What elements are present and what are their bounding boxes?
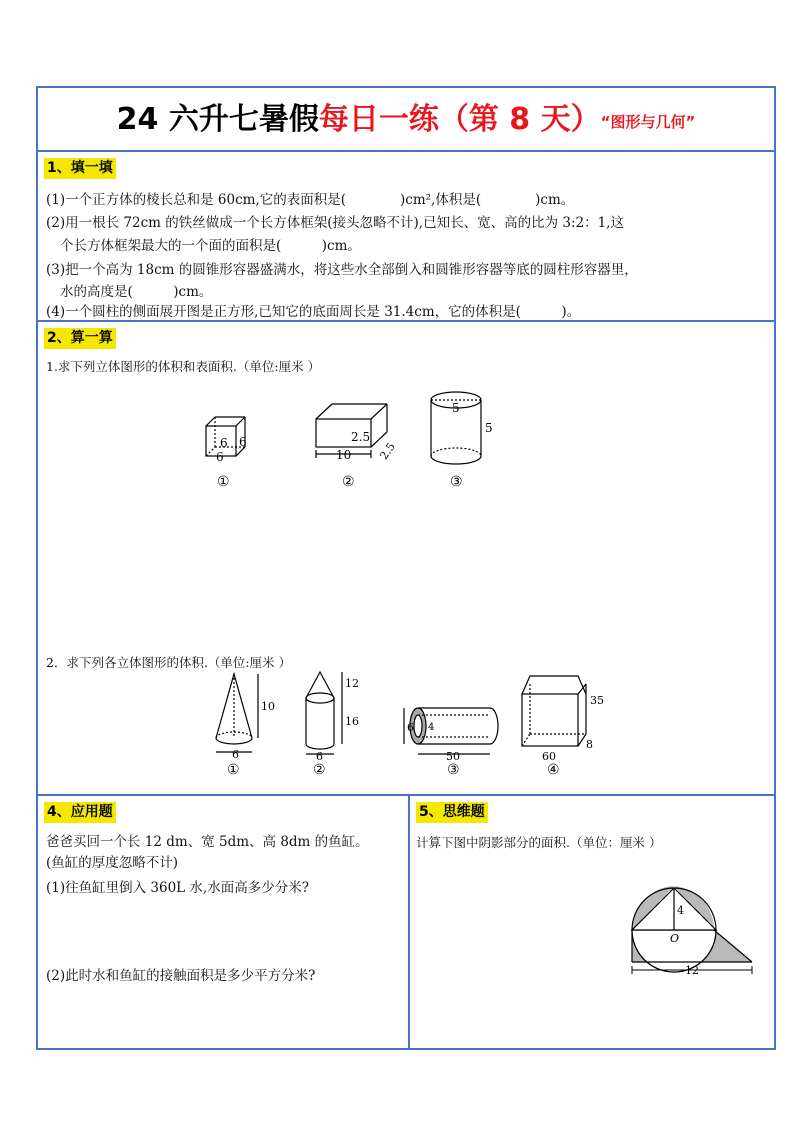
fig-label-w: 12 [685,964,699,977]
cube-label-a: 6 [220,436,228,450]
worksheet [36,86,776,1050]
cc-label-d: 6 [316,750,323,763]
title-subtitle: “图形与几何” [600,113,696,131]
cyl-label-h: 5 [485,421,493,435]
cyl-label-d: 5 [452,401,460,415]
fig-number: ② [342,474,355,490]
fig-label-r: 4 [677,904,684,917]
cube-label-c: 6 [216,450,224,464]
cc-label-top: 12 [345,677,359,690]
q1-figures [188,382,528,512]
title-row [38,88,774,152]
question-line: (1)往鱼缸里倒入 360L 水,水面高多少分米? [46,880,309,896]
fig-number: ③ [447,762,460,778]
question-line: (鱼缸的厚度忽略不计) [46,855,179,871]
section-calculate [38,322,774,796]
section-label: 5、思维题 [416,802,488,823]
q2-figures [206,670,604,790]
hc-label-w: 8 [586,738,593,751]
fig-label-o: O [670,932,680,945]
hc-label-h: 35 [590,694,604,707]
section-label: 2、算一算 [44,328,116,349]
fig-number: ② [313,762,326,778]
pipe-figure [404,708,498,754]
half-cylinder-box-figure [522,673,586,746]
fig-number: ① [217,474,230,490]
fig-number: ④ [547,762,560,778]
question-line: (4)一个圆柱的侧面展开图是正方形,已知它的底面周长是 31.4cm，它的体积是( )。 [46,304,581,320]
question-line: 水的高度是( )cm。 [60,284,213,300]
shaded-area-figure [630,862,772,977]
cc-label-h: 16 [345,715,359,728]
question-line: (2)用一根长 72cm 的铁丝做成一个长方体框架(接头忽略不计),已知长、宽、高的比为 3:2：1,这 [46,215,624,231]
question-line: (2)此时水和鱼缸的接触面积是多少平方分米? [46,968,316,984]
section-label: 4、应用题 [44,802,116,823]
fig-number: ③ [450,474,463,490]
pipe-label-inner: 4 [428,722,435,733]
question-line: 爸爸买回一个长 12 dm、宽 5dm、高 8dm 的鱼缸。 [46,834,369,850]
box-label-l: 10 [336,448,352,462]
cone-label-h: 10 [261,700,275,713]
question-line: (3)把一个高为 18cm 的圆锥形容器盛满水，将这些水全部倒入和圆锥形容器等底的圆柱形容器里， [46,262,638,278]
question-line: (1)一个正方体的棱长总和是 60cm,它的表面积是( )cm²,体积是( )cm。 [46,192,575,208]
fig-number: ① [227,762,240,778]
box-label-w: 2.5 [377,440,399,463]
question-text: 计算下图中阴影部分的面积.（单位：厘米 ） [416,835,662,850]
title-black: 24 六升七暑假 [116,102,319,137]
cylinder-cone-figure [306,672,342,754]
question-2: 2．求下列各立体图形的体积.（单位:厘米 ） [46,655,292,670]
section-application [38,796,410,1048]
section-fill-in [38,152,774,322]
pipe-label-len: 50 [446,750,460,763]
question-1: 1.求下列立体图形的体积和表面积.（单位:厘米 ） [46,359,321,374]
title-red: 每日一练（第 8 天） [318,102,601,137]
section-thinking [410,796,774,1048]
box-label-h: 2.5 [351,430,371,444]
cube-label-b: 6 [239,435,247,449]
cone-figure [216,674,258,752]
question-line: 个长方体框架最大的一个面的面积是( )cm。 [60,238,361,254]
pipe-label-outer: 6 [407,721,414,734]
cone-label-d: 6 [232,748,239,761]
hc-label-l: 60 [542,750,556,763]
section-label: 1、填一填 [44,158,116,179]
